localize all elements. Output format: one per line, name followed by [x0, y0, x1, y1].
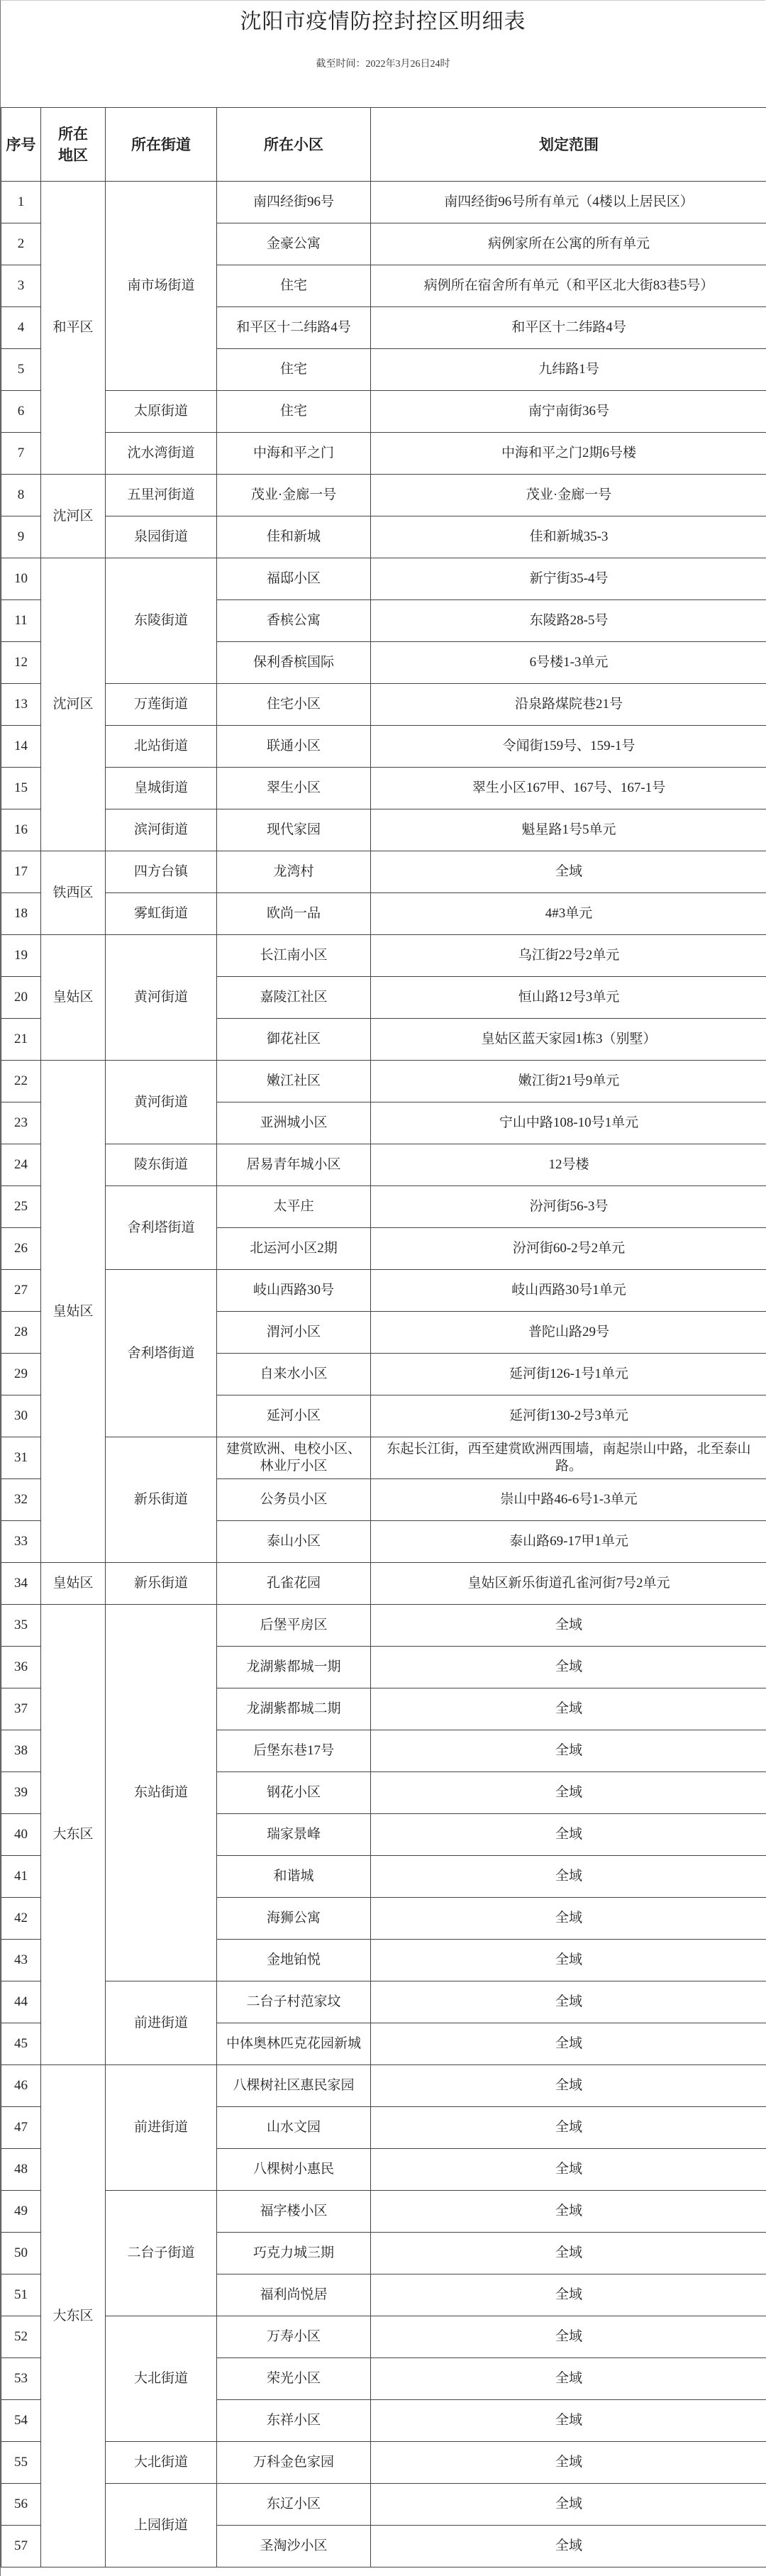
community-cell: 万科金色家园: [217, 2442, 371, 2484]
table-row: [1, 1981, 766, 2023]
community-cell: 建赏欧洲、电校小区、林业厅小区: [217, 1437, 371, 1479]
scope-cell: 东陵路28-5号: [371, 600, 766, 642]
cutoff-time: 截至时间：2022年3月26日24时: [1, 56, 765, 70]
street-cell: 东站街道: [106, 1605, 217, 1981]
scope-cell: 宁山中路108-10号1单元: [371, 1102, 766, 1144]
table-row: [1, 1186, 766, 1228]
community-cell: 海狮公寓: [217, 1898, 371, 1940]
scope-cell: 全域: [371, 1688, 766, 1730]
scope-cell: 和平区十二纬路4号: [371, 307, 766, 349]
row-number: 33: [1, 1521, 41, 1563]
table-row: [1, 1605, 766, 1647]
community-cell: 泰山小区: [217, 1521, 371, 1563]
scope-cell: 全域: [371, 2316, 766, 2358]
row-number: 17: [1, 851, 41, 893]
table-row: [1, 935, 766, 977]
street-cell: 五里河街道: [106, 475, 217, 516]
scope-cell: 皇姑区蓝天家园1栋3（别墅）: [371, 1019, 766, 1061]
community-cell: 龙湖紫都城二期: [217, 1688, 371, 1730]
scope-cell: 令闻街159号、159-1号: [371, 726, 766, 768]
community-cell: 圣淘沙小区: [217, 2526, 371, 2567]
scope-cell: 全域: [371, 1898, 766, 1940]
street-cell: 北站街道: [106, 726, 217, 768]
row-number: 29: [1, 1354, 41, 1395]
scope-cell: 翠生小区167甲、167号、167-1号: [371, 768, 766, 809]
scope-cell: 新宁街35-4号: [371, 558, 766, 600]
scope-cell: 佳和新城35-3: [371, 516, 766, 558]
district-cell: 沈河区: [41, 558, 106, 851]
row-number: 6: [1, 391, 41, 433]
street-cell: 万莲街道: [106, 684, 217, 726]
community-cell: 住宅: [217, 265, 371, 307]
scope-cell: 12号楼: [371, 1144, 766, 1186]
community-cell: 居易青年城小区: [217, 1144, 371, 1186]
scope-cell: 全域: [371, 2484, 766, 2526]
table-row: [1, 1144, 766, 1186]
street-cell: 沈水湾街道: [106, 433, 217, 475]
community-cell: 金地铂悦: [217, 1940, 371, 1981]
community-cell: 嫩江社区: [217, 1061, 371, 1102]
community-cell: 龙湾村: [217, 851, 371, 893]
table-row: [1, 2442, 766, 2484]
scope-cell: 全域: [371, 1647, 766, 1688]
row-number: 54: [1, 2400, 41, 2442]
table-row: [1, 893, 766, 935]
row-number: 1: [1, 182, 41, 223]
row-number: 35: [1, 1605, 41, 1647]
district-cell: 皇姑区: [41, 935, 106, 1061]
scope-cell: 汾河街56-3号: [371, 1186, 766, 1228]
scope-cell: 全域: [371, 2233, 766, 2274]
community-cell: 欧尚一品: [217, 893, 371, 935]
street-cell: 大北街道: [106, 2442, 217, 2484]
scope-cell: 全域: [371, 1856, 766, 1898]
row-number: 40: [1, 1814, 41, 1856]
scope-cell: 东起长江街，西至建赏欧洲西围墙，南起崇山中路，北至泰山路。: [371, 1437, 766, 1479]
community-cell: 福利尚悦居: [217, 2274, 371, 2316]
community-cell: 金豪公寓: [217, 223, 371, 265]
row-number: 26: [1, 1228, 41, 1270]
community-cell: 岐山西路30号: [217, 1270, 371, 1312]
community-cell: 福字楼小区: [217, 2191, 371, 2233]
scope-cell: 全域: [371, 2442, 766, 2484]
row-number: 53: [1, 2358, 41, 2400]
street-cell: 前进街道: [106, 2065, 217, 2191]
scope-cell: 南宁南街36号: [371, 391, 766, 433]
scope-cell: 全域: [371, 1981, 766, 2023]
row-number: 31: [1, 1437, 41, 1479]
community-cell: 八棵树社区惠民家园: [217, 2065, 371, 2107]
scope-cell: 嫩江街21号9单元: [371, 1061, 766, 1102]
scope-cell: 汾河街60-2号2单元: [371, 1228, 766, 1270]
street-cell: 舍利塔街道: [106, 1270, 217, 1437]
street-cell: 四方台镇: [106, 851, 217, 893]
row-number: 28: [1, 1312, 41, 1354]
community-cell: 龙湖紫都城一期: [217, 1647, 371, 1688]
scope-cell: 茂业·金廊一号: [371, 475, 766, 516]
table-row: [1, 2484, 766, 2526]
community-cell: 东辽小区: [217, 2484, 371, 2526]
table-row: [1, 182, 766, 223]
scope-cell: 4#3单元: [371, 893, 766, 935]
community-cell: 福邸小区: [217, 558, 371, 600]
community-cell: 自来水小区: [217, 1354, 371, 1395]
scope-cell: 全域: [371, 1814, 766, 1856]
community-cell: 东祥小区: [217, 2400, 371, 2442]
table-row: [1, 558, 766, 600]
community-cell: 渭河小区: [217, 1312, 371, 1354]
scope-cell: 全域: [371, 2400, 766, 2442]
street-cell: 二台子街道: [106, 2191, 217, 2316]
community-cell: 翠生小区: [217, 768, 371, 809]
row-number: 18: [1, 893, 41, 935]
community-cell: 太平庄: [217, 1186, 371, 1228]
row-number: 55: [1, 2442, 41, 2484]
community-cell: 和谐城: [217, 1856, 371, 1898]
scope-cell: 全域: [371, 2023, 766, 2065]
street-cell: 新乐街道: [106, 1563, 217, 1605]
scope-cell: 泰山路69-17甲1单元: [371, 1521, 766, 1563]
table-row: [1, 391, 766, 433]
street-cell: 大北街道: [106, 2316, 217, 2442]
community-cell: 佳和新城: [217, 516, 371, 558]
row-number: 43: [1, 1940, 41, 1981]
table-row: [1, 433, 766, 475]
scope-cell: 全域: [371, 2274, 766, 2316]
row-number: 47: [1, 2107, 41, 2149]
row-number: 38: [1, 1730, 41, 1772]
district-cell: 皇姑区: [41, 1563, 106, 1605]
row-number: 21: [1, 1019, 41, 1061]
scope-cell: 南四经街96号所有单元（4楼以上居民区）: [371, 182, 766, 223]
row-number: 20: [1, 977, 41, 1019]
street-cell: 雾虹街道: [106, 893, 217, 935]
row-number: 50: [1, 2233, 41, 2274]
scope-cell: 全域: [371, 1772, 766, 1814]
row-number: 5: [1, 349, 41, 391]
table-row: [1, 475, 766, 516]
street-cell: 东陵街道: [106, 558, 217, 684]
row-number: 15: [1, 768, 41, 809]
table-row: [1, 2191, 766, 2233]
scope-cell: 全域: [371, 1730, 766, 1772]
scope-cell: 沿泉路煤院巷21号: [371, 684, 766, 726]
scope-cell: 全域: [371, 2107, 766, 2149]
community-cell: 后堡东巷17号: [217, 1730, 371, 1772]
scope-cell: 全域: [371, 2191, 766, 2233]
community-cell: 联通小区: [217, 726, 371, 768]
scope-cell: 6号楼1-3单元: [371, 642, 766, 684]
table-row: [1, 1563, 766, 1605]
row-number: 7: [1, 433, 41, 475]
row-number: 32: [1, 1479, 41, 1521]
row-number: 41: [1, 1856, 41, 1898]
row-number: 27: [1, 1270, 41, 1312]
scope-cell: 病例所在宿舍所有单元（和平区北大街83巷5号）: [371, 265, 766, 307]
community-cell: 住宅: [217, 391, 371, 433]
community-cell: 中海和平之门: [217, 433, 371, 475]
header-no: 序号: [1, 108, 41, 182]
street-cell: 黄河街道: [106, 1061, 217, 1144]
table-row: [1, 768, 766, 809]
row-number: 13: [1, 684, 41, 726]
district-cell: 和平区: [41, 182, 106, 475]
table-row: [1, 1437, 766, 1479]
row-number: 46: [1, 2065, 41, 2107]
community-cell: 北运河小区2期: [217, 1228, 371, 1270]
community-cell: 御花社区: [217, 1019, 371, 1061]
page-title: 沈阳市疫情防控封控区明细表: [1, 4, 765, 35]
street-cell: 新乐街道: [106, 1437, 217, 1563]
row-number: 45: [1, 2023, 41, 2065]
district-cell: 大东区: [41, 2065, 106, 2567]
row-number: 19: [1, 935, 41, 977]
row-number: 44: [1, 1981, 41, 2023]
district-cell: 大东区: [41, 1605, 106, 2065]
row-number: 16: [1, 809, 41, 851]
scope-cell: 乌江街22号2单元: [371, 935, 766, 977]
row-number: 56: [1, 2484, 41, 2526]
community-cell: 和平区十二纬路4号: [217, 307, 371, 349]
row-number: 48: [1, 2149, 41, 2191]
scope-cell: 中海和平之门2期6号楼: [371, 433, 766, 475]
community-cell: 公务员小区: [217, 1479, 371, 1521]
row-number: 22: [1, 1061, 41, 1102]
header-scope: 划定范围: [371, 108, 766, 182]
community-cell: 现代家园: [217, 809, 371, 851]
table-row: [1, 2316, 766, 2358]
row-number: 2: [1, 223, 41, 265]
row-number: 9: [1, 516, 41, 558]
row-number: 12: [1, 642, 41, 684]
community-cell: 孔雀花园: [217, 1563, 371, 1605]
row-number: 30: [1, 1395, 41, 1437]
table-row: [1, 851, 766, 893]
table-row: [1, 516, 766, 558]
row-number: 49: [1, 2191, 41, 2233]
street-cell: 陵东街道: [106, 1144, 217, 1186]
street-cell: 黄河街道: [106, 935, 217, 1061]
scope-cell: 全域: [371, 1605, 766, 1647]
community-cell: 嘉陵江社区: [217, 977, 371, 1019]
row-number: 24: [1, 1144, 41, 1186]
community-cell: 钢花小区: [217, 1772, 371, 1814]
scope-cell: 延河街130-2号3单元: [371, 1395, 766, 1437]
community-cell: 保利香槟国际: [217, 642, 371, 684]
scope-cell: 全域: [371, 2149, 766, 2191]
row-number: 25: [1, 1186, 41, 1228]
row-number: 51: [1, 2274, 41, 2316]
row-number: 34: [1, 1563, 41, 1605]
row-number: 4: [1, 307, 41, 349]
scope-cell: 全域: [371, 1940, 766, 1981]
table-row: [1, 1270, 766, 1312]
community-cell: 住宅小区: [217, 684, 371, 726]
scope-cell: 崇山中路46-6号1-3单元: [371, 1479, 766, 1521]
community-cell: 瑞家景峰: [217, 1814, 371, 1856]
table-header-row: [1, 108, 766, 182]
scope-cell: 延河街126-1号1单元: [371, 1354, 766, 1395]
scope-cell: 九纬路1号: [371, 349, 766, 391]
header-street: 所在街道: [106, 108, 217, 182]
row-number: 37: [1, 1688, 41, 1730]
street-cell: 上园街道: [106, 2484, 217, 2567]
row-number: 10: [1, 558, 41, 600]
row-number: 23: [1, 1102, 41, 1144]
community-cell: 万寿小区: [217, 2316, 371, 2358]
table-row: [1, 726, 766, 768]
street-cell: 前进街道: [106, 1981, 217, 2065]
scope-cell: 恒山路12号3单元: [371, 977, 766, 1019]
community-cell: 荣光小区: [217, 2358, 371, 2400]
community-cell: 山水文园: [217, 2107, 371, 2149]
scope-cell: 岐山西路30号1单元: [371, 1270, 766, 1312]
lockdown-table: [1, 107, 766, 2567]
community-cell: 亚洲城小区: [217, 1102, 371, 1144]
scope-cell: 全域: [371, 2526, 766, 2567]
row-number: 52: [1, 2316, 41, 2358]
street-cell: 皇城街道: [106, 768, 217, 809]
community-cell: 住宅: [217, 349, 371, 391]
scope-cell: 魁星路1号5单元: [371, 809, 766, 851]
scope-cell: 全域: [371, 2358, 766, 2400]
street-cell: 舍利塔街道: [106, 1186, 217, 1270]
table-row: [1, 809, 766, 851]
table-row: [1, 684, 766, 726]
scope-cell: 全域: [371, 851, 766, 893]
community-cell: 二台子村范家坟: [217, 1981, 371, 2023]
row-number: 36: [1, 1647, 41, 1688]
header-community: 所在小区: [217, 108, 371, 182]
street-cell: 泉园街道: [106, 516, 217, 558]
community-cell: 中体奥林匹克花园新城: [217, 2023, 371, 2065]
district-cell: 皇姑区: [41, 1061, 106, 1563]
community-cell: 后堡平房区: [217, 1605, 371, 1647]
street-cell: 南市场街道: [106, 182, 217, 391]
street-cell: 滨河街道: [106, 809, 217, 851]
scope-cell: 皇姑区新乐街道孔雀河街7号2单元: [371, 1563, 766, 1605]
district-cell: 沈河区: [41, 475, 106, 558]
row-number: 11: [1, 600, 41, 642]
row-number: 42: [1, 1898, 41, 1940]
district-cell: 铁西区: [41, 851, 106, 935]
header-district: 所在地区: [41, 108, 106, 182]
community-cell: 香槟公寓: [217, 600, 371, 642]
community-cell: 巧克力城三期: [217, 2233, 371, 2274]
scope-cell: 全域: [371, 2065, 766, 2107]
row-number: 14: [1, 726, 41, 768]
community-cell: 延河小区: [217, 1395, 371, 1437]
table-row: [1, 1061, 766, 1102]
scope-cell: 病例家所在公寓的所有单元: [371, 223, 766, 265]
community-cell: 八棵树小惠民: [217, 2149, 371, 2191]
street-cell: 太原街道: [106, 391, 217, 433]
row-number: 39: [1, 1772, 41, 1814]
row-number: 3: [1, 265, 41, 307]
community-cell: 南四经街96号: [217, 182, 371, 223]
row-number: 57: [1, 2526, 41, 2567]
community-cell: 长江南小区: [217, 935, 371, 977]
table-row: [1, 2065, 766, 2107]
row-number: 8: [1, 475, 41, 516]
scope-cell: 普陀山路29号: [371, 1312, 766, 1354]
community-cell: 茂业·金廊一号: [217, 475, 371, 516]
